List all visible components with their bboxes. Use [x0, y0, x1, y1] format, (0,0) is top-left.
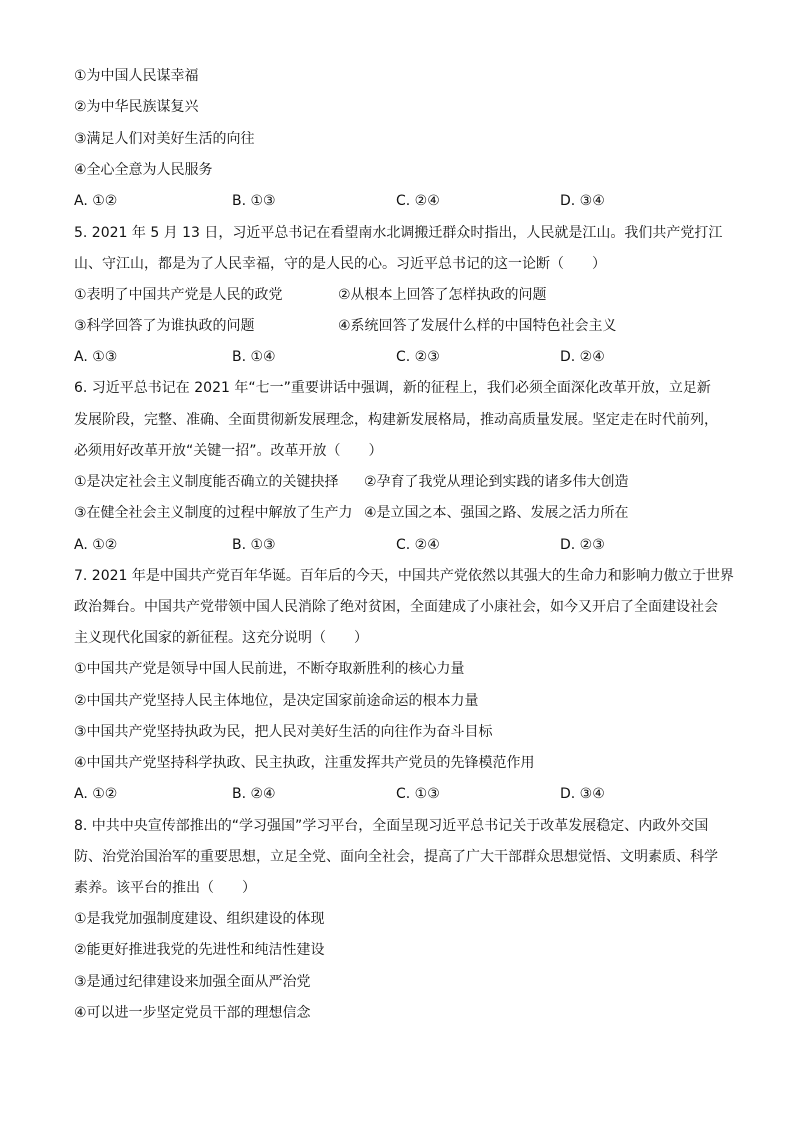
q8-item-4: ④可以进一步坚定党员干部的理想信念 — [74, 1005, 311, 1021]
q7-stem-line-2: 政治舞台。中国共产党带领中国人民消除了绝对贫困，全面建成了小康社会，如今又开启了全面建设社会 — [74, 599, 718, 615]
q8-item-2: ②能更好推进我党的先进性和纯洁性建设 — [74, 942, 325, 958]
q4-option-c: C. ②④ — [396, 193, 440, 209]
q5-option-a: A. ①③ — [74, 349, 118, 365]
q4-item-2: ②为中华民族谋复兴 — [74, 99, 199, 115]
q7-option-c: C. ①③ — [396, 786, 440, 802]
q7-stem-line-1: 7. 2021 年是中国共产党百年华诞。百年后的今天，中国共产党依然以其强大的生命力和影响力傲立于世界 — [74, 568, 734, 584]
q7-option-a: A. ①② — [74, 786, 118, 802]
q7-option-b: B. ②④ — [232, 786, 276, 802]
q4-item-1: ①为中国人民谋幸福 — [74, 68, 199, 84]
q5-stem-line-1: 5. 2021 年 5 月 13 日，习近平总书记在看望南水北调搬迁群众时指出，人民就是江山。我们共产党打江 — [74, 225, 723, 241]
q6-item-1: ①是决定社会主义制度能否确立的关键抉择 — [74, 474, 339, 490]
q6-option-d: D. ②③ — [560, 537, 605, 553]
q6-item-3: ③在健全社会主义制度的过程中解放了生产力 — [74, 505, 353, 521]
q4-item-3: ③满足人们对美好生活的向往 — [74, 131, 255, 147]
q6-item-4: ④是立国之本、强国之路、发展之活力所在 — [364, 505, 629, 521]
q4-item-4: ④全心全意为人民服务 — [74, 162, 213, 178]
q8-stem-line-1: 8. 中共中央宣传部推出的“学习强国”学习平台，全面呈现习近平总书记关于改革发展稳定、内政外交国 — [74, 818, 709, 834]
q5-item-2: ②从根本上回答了怎样执政的问题 — [338, 287, 547, 303]
q7-item-3: ③中国共产党坚持执政为民，把人民对美好生活的向往作为奋斗目标 — [74, 724, 493, 740]
q5-option-d: D. ②④ — [560, 349, 605, 365]
q5-option-b: B. ①④ — [232, 349, 276, 365]
q6-stem-line-3: 必须用好改革开放“关键一招”。改革开放（ ） — [74, 443, 383, 459]
q6-option-a: A. ①② — [74, 537, 118, 553]
q6-item-2: ②孕育了我党从理论到实践的诸多伟大创造 — [364, 474, 629, 490]
q6-stem-line-2: 发展阶段，完整、准确、全面贯彻新发展理念，构建新发展格局，推动高质量发展。坚定走在时代前列， — [74, 412, 718, 428]
q7-item-4: ④中国共产党坚持科学执政、民主执政，注重发挥共产党员的先锋模范作用 — [74, 755, 535, 771]
q7-item-1: ①中国共产党是领导中国人民前进，不断夺取新胜利的核心力量 — [74, 661, 465, 677]
q6-stem-line-1: 6. 习近平总书记在 2021 年“七一”重要讲话中强调，新的征程上，我们必须全面深化改革开放，立足新 — [74, 380, 711, 396]
q4-option-a: A. ①② — [74, 193, 118, 209]
q5-option-c: C. ②③ — [396, 349, 440, 365]
q8-stem-line-2: 防、治党治国治军的重要思想，立足全党、面向全社会，提高了广大干部群众思想觉悟、文明素质、科学 — [74, 849, 718, 865]
q6-option-b: B. ①③ — [232, 537, 276, 553]
q7-item-2: ②中国共产党坚持人民主体地位，是决定国家前途命运的根本力量 — [74, 693, 479, 709]
q5-item-4: ④系统回答了发展什么样的中国特色社会主义 — [338, 318, 617, 334]
q4-option-d: D. ③④ — [560, 193, 605, 209]
q5-stem-line-2: 山、守江山，都是为了人民幸福，守的是人民的心。习近平总书记的这一论断（ ） — [74, 256, 606, 272]
q8-item-3: ③是通过纪律建设来加强全面从严治党 — [74, 974, 311, 990]
q7-option-d: D. ③④ — [560, 786, 605, 802]
q4-option-b: B. ①③ — [232, 193, 276, 209]
q5-item-1: ①表明了中国共产党是人民的政党 — [74, 287, 283, 303]
q7-stem-line-3: 主义现代化国家的新征程。这充分说明（ ） — [74, 630, 368, 646]
q8-stem-line-3: 素养。该平台的推出（ ） — [74, 880, 256, 896]
q5-item-3: ③科学回答了为谁执政的问题 — [74, 318, 255, 334]
q6-option-c: C. ②④ — [396, 537, 440, 553]
q8-item-1: ①是我党加强制度建设、组织建设的体现 — [74, 911, 325, 927]
